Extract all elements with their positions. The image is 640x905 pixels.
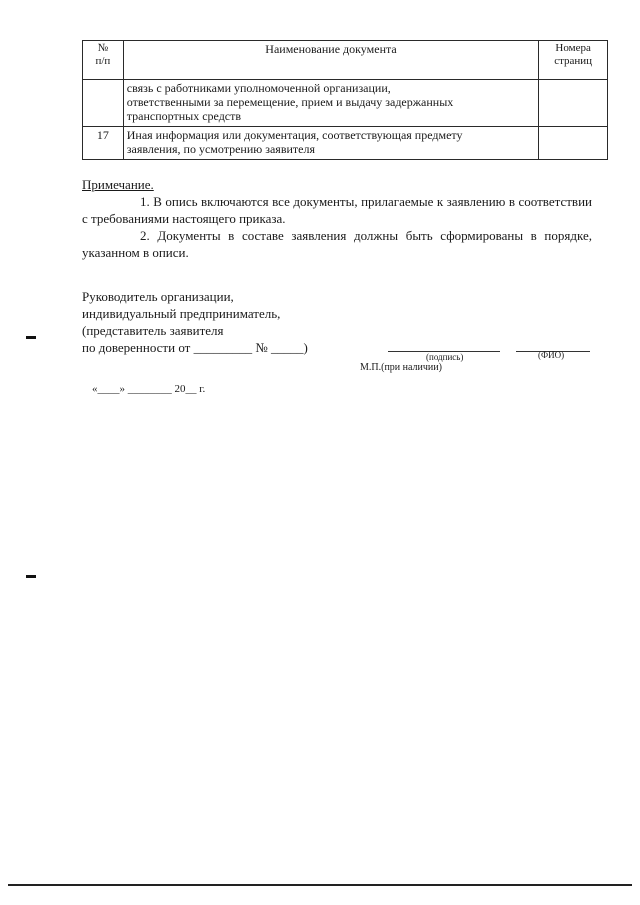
signature-role-line-2: индивидуальный предприниматель,: [82, 306, 281, 321]
row-pages-cell: [539, 127, 608, 160]
fio-caption: (ФИО): [538, 350, 565, 360]
row-text-line: ответственными за перемещение, прием и выдачу задержанных: [126, 95, 454, 109]
row-pages-cell: [539, 80, 608, 127]
header-number-cell: [83, 41, 124, 80]
signature-role-line-1: Руководитель организации,: [82, 289, 234, 304]
row-text-line: Иная информация или документация, соответствующая предмету: [126, 128, 463, 142]
row-number-cell: [83, 80, 124, 127]
note-title: Примечание.: [82, 177, 154, 192]
header-number-symbol: №: [97, 42, 109, 54]
header-pages-line2: страниц: [554, 55, 593, 67]
scan-artifact-mark: [26, 336, 36, 339]
header-number-abbr: п/п: [95, 55, 111, 67]
row-document-name-cell: [123, 127, 539, 160]
table-header-row: [83, 41, 608, 80]
page-bottom-rule: [8, 884, 632, 886]
header-pages-cell: [539, 41, 608, 80]
signature-caption: (подпись): [426, 352, 464, 362]
document-inventory-table: [82, 40, 608, 160]
signature-power-of-attorney-line: по доверенности от _________ № _____): [82, 340, 308, 355]
stamp-placeholder: М.П.(при наличии): [360, 362, 442, 373]
note-paragraph-1: 1. В опись включаются все документы, прилагаемые к заявлению в соответствии с требованиями настоящего приказа.: [82, 194, 592, 226]
note-paragraph-2: 2. Документы в составе заявления должны быть сформированы в порядке, указанном в описи.: [82, 228, 592, 260]
signature-role-line-3: (представитель заявителя: [82, 323, 224, 338]
row-text-line: транспортных средств: [126, 109, 242, 123]
table-row: [83, 127, 608, 160]
header-pages-line1: Номера: [555, 42, 591, 54]
header-document-name: Наименование документа: [123, 41, 539, 80]
date-placeholder: «____» ________ 20__ г.: [92, 383, 206, 395]
row-text-line: заявления, по усмотрению заявителя: [126, 142, 315, 156]
row-text-line: связь с работниками уполномоченной организации,: [126, 81, 391, 95]
scan-artifact-mark: [26, 575, 36, 578]
table-row: [83, 80, 608, 127]
row-document-name-cell: [123, 80, 539, 127]
row-number-cell: 17: [83, 127, 124, 160]
